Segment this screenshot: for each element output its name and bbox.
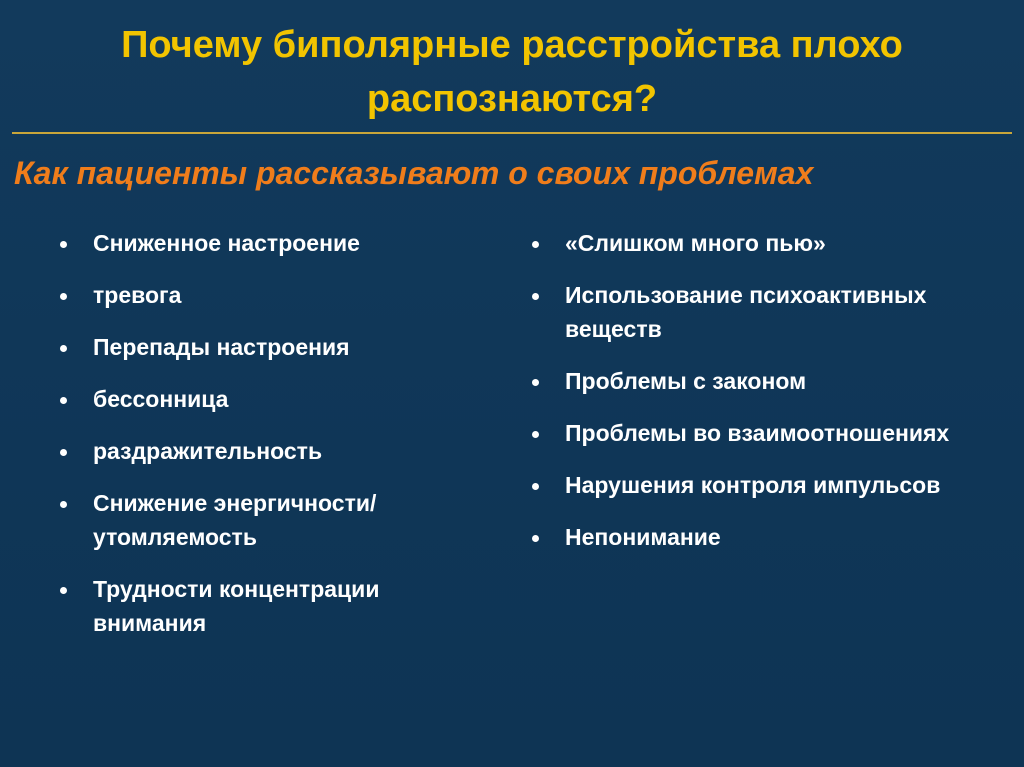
list-item [530,520,1010,554]
list-item-label: тревога [93,282,182,308]
list-item [58,486,488,554]
list-item-label: Непонимание [565,524,721,550]
list-item-label: раздражительность [93,438,323,464]
list-item [530,416,1010,450]
bullet-icon [60,241,67,248]
list-item [530,364,1010,398]
list-item [58,226,488,260]
list-item [530,468,1010,502]
bullet-icon [60,293,67,300]
bullet-icon [60,587,67,594]
list-item-label: бессонница [93,386,229,412]
list-item-label: Сниженное настроение [93,230,360,256]
list-item-label: Проблемы во взаимоотношениях [565,420,950,446]
list-item-label: «Слишком много пью» [565,230,826,256]
list-item-label: Трудности концентрации внимания [93,576,380,636]
slide-title: Почему биполярные расстройства плохо распознаются? [121,24,903,120]
left-bullet-list [58,226,488,658]
list-item [58,572,488,640]
bullet-icon [532,483,539,490]
bullet-icon [532,535,539,542]
list-item-label: Проблемы с законом [565,368,807,394]
list-item [58,330,488,364]
bullet-icon [60,449,67,456]
slide-subtitle: Как пациенты рассказывают о своих проблемах [14,155,814,191]
list-item-label: Использование психоактивных веществ [565,282,927,342]
list-item [530,226,1010,260]
bullet-icon [60,397,67,404]
bullet-icon [532,293,539,300]
list-item-label: Снижение энергичности/ утомляемость [93,490,377,550]
bullet-icon [60,345,67,352]
bullet-icon [532,241,539,248]
list-item [58,434,488,468]
list-item-label: Перепады настроения [93,334,350,360]
list-item [58,278,488,312]
title-divider [12,132,1012,134]
list-item-label: Нарушения контроля импульсов [565,472,941,498]
list-item [58,382,488,416]
bullet-icon [60,501,67,508]
bullet-icon [532,431,539,438]
list-item [530,278,1010,346]
right-bullet-list [530,226,1010,572]
bullet-icon [532,379,539,386]
